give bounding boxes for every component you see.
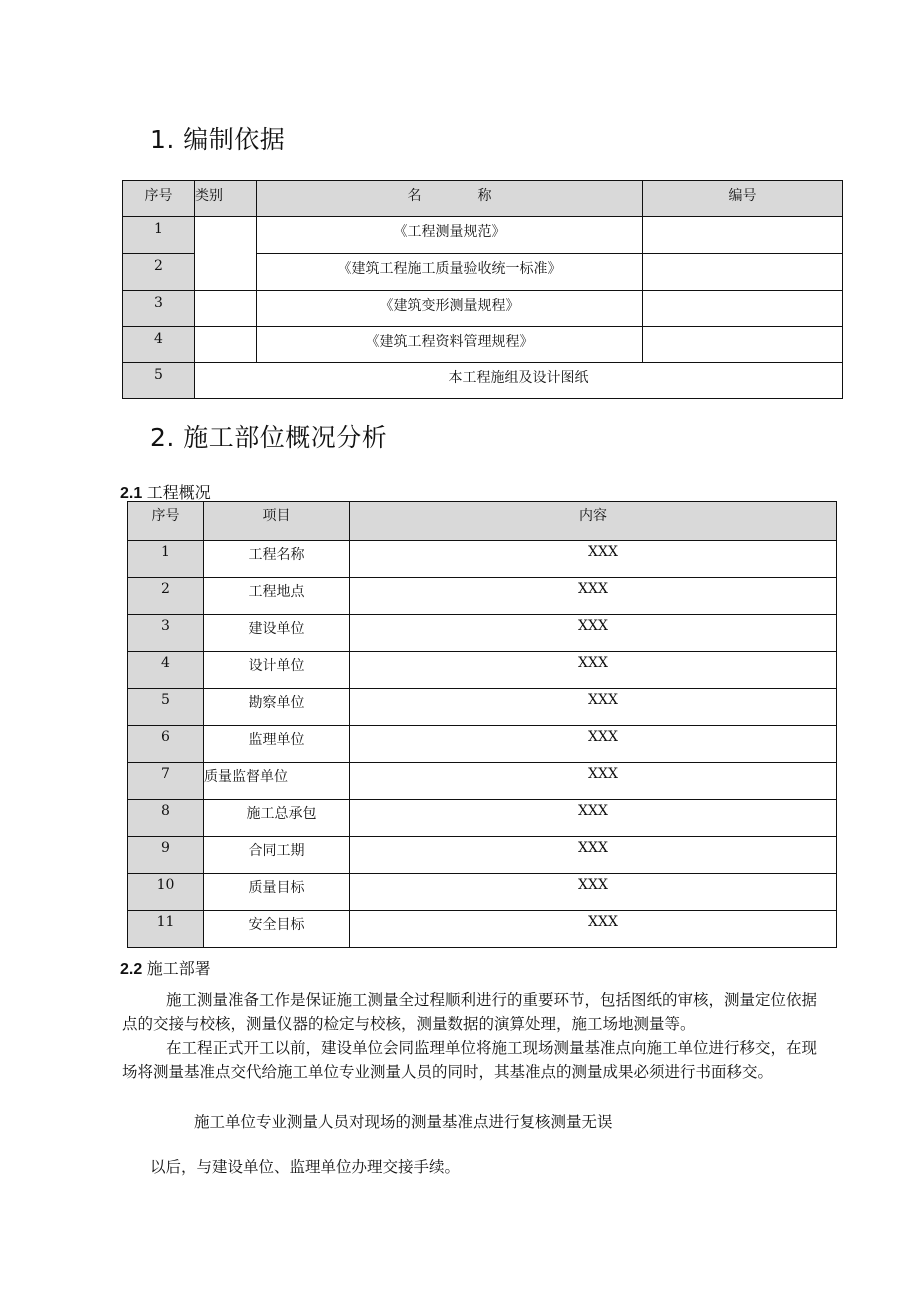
table-row-seq: 6 xyxy=(128,726,204,763)
paragraph: 在工程正式开工以前，建设单位会同监理单位将施工现场测量基准点向施工单位进行移交，在现场将测量基准点交代给施工单位专业测量人员的同时，其基准点的测量成果必须进行书面移交。 xyxy=(122,1039,818,1081)
table-row-name: 本工程施组及设计图纸 xyxy=(195,363,843,399)
table-row-content: XXX xyxy=(350,652,837,689)
subsection-2-2-title xyxy=(120,956,211,979)
table-row-item: 工程名称 xyxy=(204,541,350,578)
table-row-item: 设计单位 xyxy=(204,652,350,689)
table-row-seq: 9 xyxy=(128,837,204,874)
table-row-item: 质量目标 xyxy=(204,874,350,911)
header-content: 内容 xyxy=(350,502,837,541)
table-row-item: 质量监督单位 xyxy=(204,763,350,800)
table-row-seq: 2 xyxy=(128,578,204,615)
table-row-name: 《建筑变形测量规程》 xyxy=(257,291,643,327)
table-row-seq: 3 xyxy=(128,615,204,652)
subsection-label: 施工部署 xyxy=(146,961,211,978)
section-2-title: 2. 施工部位概况分析 xyxy=(150,423,388,452)
table-row-content: XXX xyxy=(350,837,837,874)
table-row-seq: 1 xyxy=(128,541,204,578)
table-row-content: XXX xyxy=(350,689,837,726)
table-row-code xyxy=(643,291,843,327)
subsection-number: 2.2 xyxy=(120,961,143,978)
paragraph: 施工单位专业测量人员对现场的测量基准点进行复核测量无误 xyxy=(194,1113,613,1131)
basis-table xyxy=(122,180,843,399)
table-row-seq: 10 xyxy=(128,874,204,911)
header-seq: 序号 xyxy=(128,502,204,541)
header-item: 项目 xyxy=(204,502,350,541)
table-row-content: XXX xyxy=(350,874,837,911)
paragraph: 以后，与建设单位、监理单位办理交接手续。 xyxy=(150,1158,461,1176)
table-row-name: 《建筑工程施工质量验收统一标准》 xyxy=(257,254,643,291)
table-row-code xyxy=(643,254,843,291)
category-cell xyxy=(195,327,257,363)
table-row-content: XXX xyxy=(350,911,837,948)
paragraph: 施工测量准备工作是保证施工测量全过程顺利进行的重要环节，包括图纸的审核，测量定位依据点的交接与校核，测量仪器的检定与校核，测量数据的演算处理，施工场地测量等。 xyxy=(122,991,818,1033)
table-row-seq: 1 xyxy=(123,217,195,254)
table-row-seq: 7 xyxy=(128,763,204,800)
table-row-seq: 4 xyxy=(123,327,195,363)
table-row-content: XXX xyxy=(350,578,837,615)
table-row-code xyxy=(643,327,843,363)
table-row-seq: 5 xyxy=(128,689,204,726)
header-name: 名 称 xyxy=(257,181,643,217)
table-row-item: 施工总承包 xyxy=(204,800,350,837)
subsection-label: 工程概况 xyxy=(146,485,211,502)
table-row-seq: 11 xyxy=(128,911,204,948)
table-row-seq: 5 xyxy=(123,363,195,399)
overview-table xyxy=(127,501,837,948)
table-row-content: XXX xyxy=(350,726,837,763)
table-row-name: 《工程测量规范》 xyxy=(257,217,643,254)
table-row-item: 工程地点 xyxy=(204,578,350,615)
category-cell xyxy=(195,217,257,291)
table-row-content: XXX xyxy=(350,763,837,800)
table-row-content: XXX xyxy=(350,800,837,837)
table-row-code xyxy=(643,217,843,254)
header-seq: 序号 xyxy=(123,181,195,217)
table-row-item: 合同工期 xyxy=(204,837,350,874)
table-row-seq: 4 xyxy=(128,652,204,689)
section-1-title: 1. 编制依据 xyxy=(150,125,286,154)
subsection-number: 2.1 xyxy=(120,485,143,502)
table-row-name: 《建筑工程资料管理规程》 xyxy=(257,327,643,363)
table-row-item: 勘察单位 xyxy=(204,689,350,726)
table-row-seq: 3 xyxy=(123,291,195,327)
subsection-2-1-title xyxy=(120,480,211,503)
header-code: 编号 xyxy=(643,181,843,217)
table-row-item: 建设单位 xyxy=(204,615,350,652)
table-row-item: 安全目标 xyxy=(204,911,350,948)
table-row-content: XXX xyxy=(350,541,837,578)
table-row-seq: 8 xyxy=(128,800,204,837)
table-row-content: XXX xyxy=(350,615,837,652)
category-cell xyxy=(195,291,257,327)
header-category: 类别 xyxy=(195,181,257,217)
table-row-seq: 2 xyxy=(123,254,195,291)
table-row-item: 监理单位 xyxy=(204,726,350,763)
